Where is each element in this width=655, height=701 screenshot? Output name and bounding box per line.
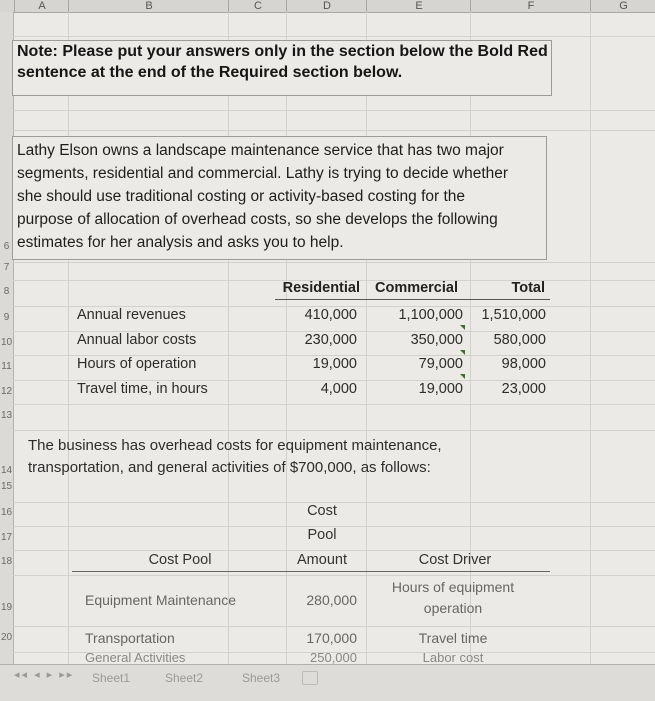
error-indicator-icon[interactable] [460,325,465,330]
amount-equipment[interactable]: 280,000 [306,592,357,608]
overhead-line-1[interactable]: The business has overhead costs for equipment maintenance, [28,437,442,454]
cell-commercial-travel[interactable]: 19,000 [418,381,463,397]
row-number-9[interactable]: 9 [3,312,10,323]
grid-line [13,575,655,576]
cost-pool-general[interactable]: General Activities [85,652,186,664]
row-number-18[interactable]: 18 [0,556,13,567]
grid-line [13,36,655,37]
row-label-hours[interactable]: Hours of operation [77,356,197,372]
column-header-a[interactable]: A [14,0,69,12]
column-header-f[interactable]: F [470,0,591,12]
grid-line [13,626,655,627]
grid-line [13,130,655,131]
sheet-nav-arrows-icon[interactable]: ◂◂ ◂ ▸ ▸▸ [14,669,75,681]
insert-sheet-icon[interactable] [302,671,318,685]
grid-line [13,430,655,431]
cost-table-header-underline [72,571,550,572]
error-indicator-icon[interactable] [460,350,465,355]
header-cost-pool[interactable]: Cost Pool [148,552,212,568]
header-underline [275,299,550,300]
header-residential[interactable]: Residential [282,280,360,296]
cell-total-revenues[interactable]: 1,510,000 [481,307,546,323]
row-number-16[interactable]: 16 [0,507,13,518]
sheet-tab-3[interactable]: Sheet3 [242,671,281,685]
driver-equipment-line-1[interactable]: Hours of equipment [391,579,515,595]
row-number-19[interactable]: 19 [0,602,13,613]
row-number-14[interactable]: 14 [0,465,13,476]
sheet-tab-1[interactable]: Sheet1 [92,671,131,685]
row-number-20[interactable]: 20 [0,632,13,643]
driver-equipment-line-2[interactable]: operation [423,600,483,616]
intro-line: Lathy Elson owns a landscape maintenance service that has two major [17,142,504,159]
cost-pool-transportation[interactable]: Transportation [85,630,175,646]
driver-general[interactable]: Labor cost [422,652,484,664]
intro-line: segments, residential and commercial. Lathy is trying to decide whether [17,165,509,182]
note-line-2: sentence at the end of the Required section below. [17,64,403,81]
cell-total-hours[interactable]: 98,000 [501,356,546,372]
row-label-revenues[interactable]: Annual revenues [77,307,186,323]
row-number-12[interactable]: 12 [0,386,13,397]
grid-line [13,110,655,111]
cell-commercial-labor[interactable]: 350,000 [410,332,463,348]
cell-residential-hours[interactable]: 19,000 [312,356,357,372]
row-number-8[interactable]: 8 [3,286,10,297]
clipped-row-21 [14,652,655,664]
overhead-line-2[interactable]: transportation, and general activities of $700,000, as follows: [28,459,431,476]
header-commercial[interactable]: Commercial [374,280,458,296]
cell-residential-travel[interactable]: 4,000 [320,381,357,397]
row-number-17[interactable]: 17 [0,532,13,543]
driver-transportation[interactable]: Travel time [418,630,488,646]
header-total[interactable]: Total [511,280,545,296]
column-header-e[interactable]: E [366,0,471,12]
row-number-13[interactable]: 13 [0,410,13,421]
amount-transportation[interactable]: 170,000 [306,630,357,646]
cell-total-travel[interactable]: 23,000 [501,381,546,397]
header-amount[interactable]: Amount [297,552,347,568]
grid-line [68,12,69,700]
note-line-1: Note: Please put your answers only in the section below the Bold Red [17,43,548,60]
row-label-travel[interactable]: Travel time, in hours [77,381,208,397]
header-cost-driver[interactable]: Cost Driver [418,552,492,568]
row-number-11[interactable]: 11 [1,361,12,372]
note-box[interactable] [12,40,552,96]
grid-line [13,404,655,405]
intro-line: purpose of allocation of overhead costs, so she develops the following [17,211,498,228]
cost-pool-equipment[interactable]: Equipment Maintenance [85,592,236,608]
header-pool[interactable]: Pool [307,527,337,543]
row-number-6[interactable]: 6 [3,241,10,252]
grid-line [590,12,591,700]
intro-line: estimates for her analysis and asks you to help. [17,234,344,251]
cell-residential-revenues[interactable]: 410,000 [304,307,357,323]
error-indicator-icon[interactable] [460,374,465,379]
grid-line [13,550,655,551]
cell-commercial-hours[interactable]: 79,000 [418,356,463,372]
cell-commercial-revenues[interactable]: 1,100,000 [398,307,463,323]
grid-line [13,262,655,263]
row-number-15[interactable]: 15 [0,481,13,492]
row-number-7[interactable]: 7 [3,262,10,273]
intro-line: she should use traditional costing or activity-based costing for the [17,188,466,205]
header-cost[interactable]: Cost [307,503,337,519]
row-label-labor[interactable]: Annual labor costs [77,332,197,348]
column-header-bar [0,0,655,13]
amount-general[interactable]: 250,000 [310,652,357,664]
row-number-gutter [0,12,14,700]
row-number-10[interactable]: 10 [0,337,13,348]
sheet-tab-2[interactable]: Sheet2 [165,671,204,685]
intro-text-box[interactable] [12,136,547,260]
column-header-g[interactable]: G [590,0,655,12]
cell-residential-labor[interactable]: 230,000 [304,332,357,348]
column-header-b[interactable]: B [68,0,229,12]
column-header-c[interactable]: C [228,0,287,12]
column-header-d[interactable]: D [286,0,367,12]
cell-total-labor[interactable]: 580,000 [493,332,546,348]
